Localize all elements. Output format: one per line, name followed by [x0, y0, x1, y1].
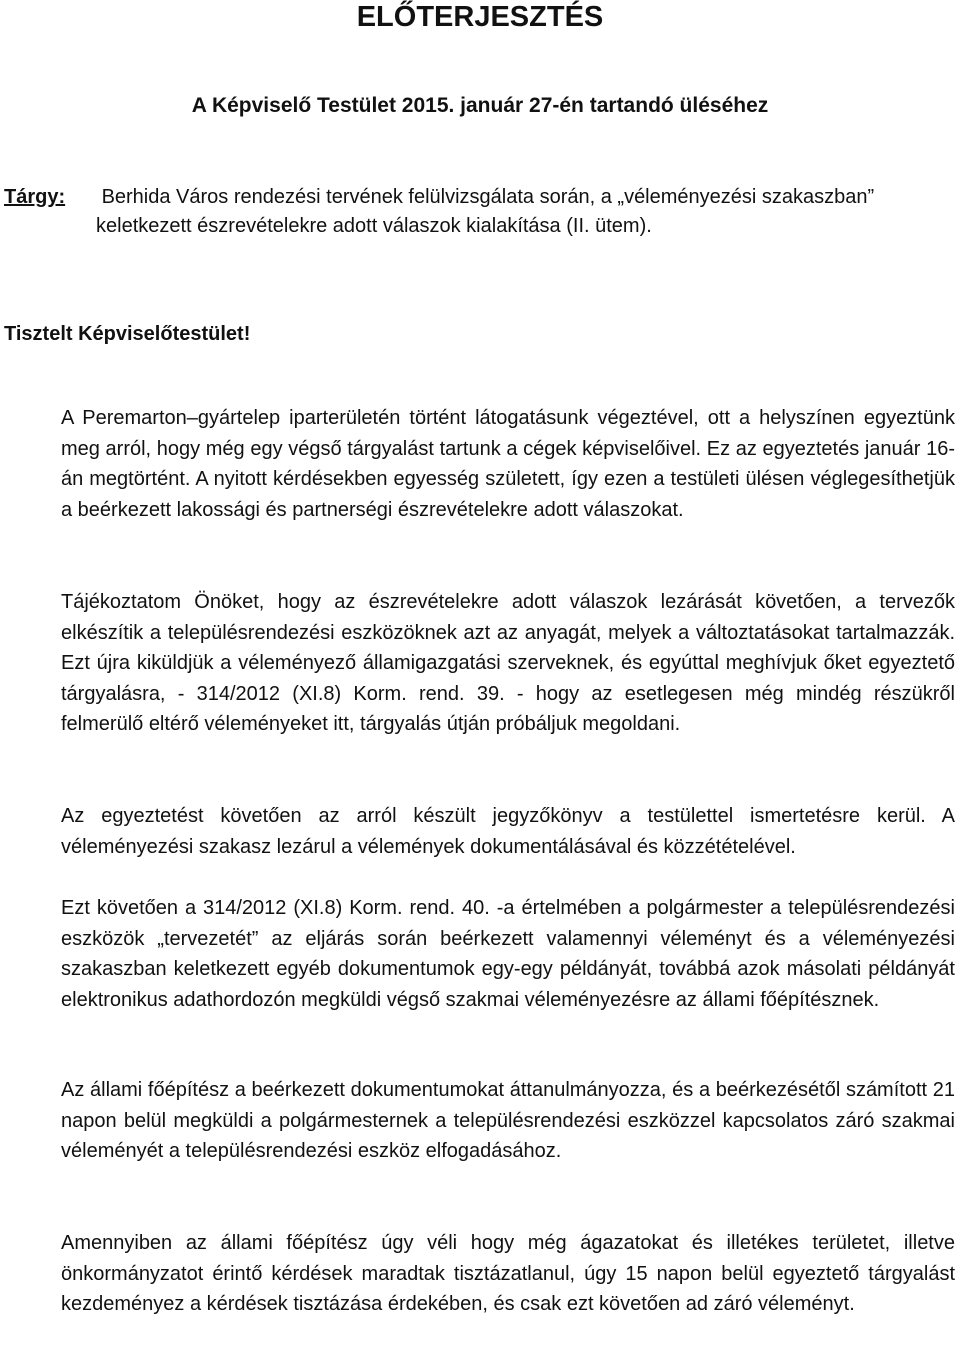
subject-text: Berhida Város rendezési tervének felülvizsgálata során, a „véleményezési szakaszban” keletkezett észrevételekre adott válaszok kialakítása (II. ütem).: [96, 186, 875, 237]
body-paragraph: Ezt követően a 314/2012 (XI.8) Korm. rend. 40. -a értelmében a polgármester a településrendezési eszközök „tervezetét” az eljárás során beérkezett valamennyi véleményt és a véleményezési szakaszban keletkezett egyéb dokumentumok egy-egy példányát, továbbá azok másolati példányát elektronikus adathordozón megküldi végső szakmai véleményezésre az állami főépítésznek.: [61, 897, 955, 1011]
subject-label: Tárgy:: [4, 186, 66, 208]
body-paragraph: Az egyeztetést követően az arról készült jegyzőkönyv a testülettel ismertetésre kerül. A véleményezési szakasz lezárul a vélemények dokumentálásával és közzétételével.: [61, 805, 955, 858]
body-paragraph: Az állami főépítész a beérkezett dokumentumokat áttanulmányozza, és a beérkezésétől számított 21 napon belül megküldi a polgármesternek a településrendezési eszközzel kapcsolatos záró szakmai véleményét a településrendezési eszköz elfogadásához.: [61, 1079, 955, 1162]
body-paragraph: Tájékoztatom Önöket, hogy az észrevételekre adott válaszok lezárását követően, a tervezők elkészítik a településrendezési eszközöknek azt az anyagát, melyek a változtatásokat tartalmazzák. Ezt újra kiküldjük a véleményező államigazgatási szerveknek, és egyúttal meghívjuk őket egyeztető tárgyalásra, - 314/2012 (XI.8) Korm. rend. 39. - hogy az esetlegesen még mindég részükről felmerülő eltérő véleményeket itt, tárgyalás útján próbáljuk megoldani.: [61, 591, 955, 735]
body-paragraph: A Peremarton–gyártelep iparterületén történt látogatásunk végeztével, ott a helyszínen egyeztünk meg arról, hogy még egy végső tárgyalást tartunk a cégek képviselőivel. Ez az egyeztetés január 16-án megtörtént. A nyitott kérdésekben egyesség született, így ezen a testületi ülésen véglegesíthetjük a beérkezett lakossági és partnerségi észrevételekre adott válaszokat.: [61, 407, 955, 521]
salutation: Tisztelt Képviselőtestület!: [4, 323, 251, 345]
document-title: ELŐTERJESZTÉS: [356, 1, 604, 33]
body-paragraph: Amennyiben az állami főépítész úgy véli hogy még ágazatokat és illetékes területet, illetve önkormányzatot érintő kérdések maradtak tisztázatlanul, úgy 15 napon belül egyeztető tárgyalást kezdeményez a kérdések tisztázása érdekében, és csak ezt követően ad záró véleményt.: [61, 1232, 955, 1315]
meeting-heading: A Képviselő Testület 2015. január 27-én tartandó üléséhez: [191, 94, 769, 117]
subject-block: [4, 183, 904, 241]
